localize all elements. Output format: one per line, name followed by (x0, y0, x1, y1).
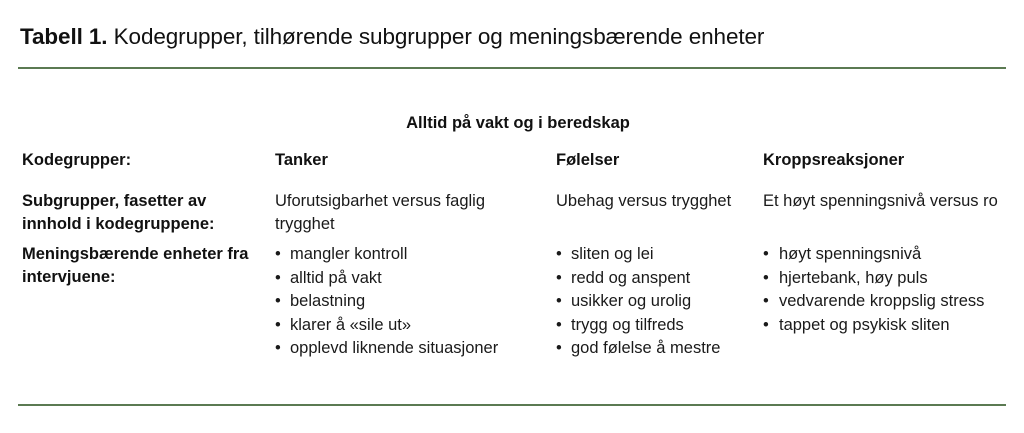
column-header-kroppsreaksjoner: Kroppsreaksjoner (763, 151, 905, 169)
units-folelser (556, 243, 756, 361)
list-item: • trygg og tilfreds (556, 314, 756, 337)
subgroup-folelser: Ubehag versus trygghet (556, 192, 732, 210)
list-item: • belastning (275, 290, 540, 313)
list-item: • alltid på vakt (275, 267, 540, 290)
subgroup-tanker: Uforutsigbarhet versus faglig trygghet (275, 192, 486, 233)
column-header-folelser: Følelser (556, 151, 620, 169)
list-item: • klarer å «sile ut» (275, 314, 540, 337)
list-item: • mangler kontroll (275, 243, 540, 266)
units-tanker (275, 243, 540, 361)
subgroup-kroppsreaksjoner: Et høyt spenningsnivå versus ro (763, 192, 998, 210)
list-item: • tappet og psykisk sliten (763, 314, 1003, 337)
row-label-meningsbaerende: Meningsbærende enheter fra intervjuene: (22, 245, 249, 286)
row-label-kodegrupper: Kodegrupper: (22, 151, 132, 169)
list-item: • vedvarende kroppslig stress (763, 290, 1003, 313)
list-item: • høyt spenningsnivå (763, 243, 1003, 266)
table-span-header: Alltid på vakt og i beredskap (406, 114, 630, 132)
list-item: • redd og anspent (556, 267, 756, 290)
unit-list-tanker (275, 243, 540, 360)
unit-list-folelser (556, 243, 756, 360)
list-item: • god følelse å mestre (556, 337, 756, 360)
list-item: • hjertebank, høy puls (763, 267, 1003, 290)
list-item: • opplevd liknende situasjoner (275, 337, 540, 360)
list-item: • sliten og lei (556, 243, 756, 266)
units-kroppsreaksjoner (763, 243, 1003, 337)
list-item: • usikker og urolig (556, 290, 756, 313)
row-label-subgrupper: Subgrupper, fasetter av innhold i kodegruppene: (22, 192, 215, 233)
column-header-tanker: Tanker (275, 151, 328, 169)
unit-list-kroppsreaksjoner (763, 243, 1003, 337)
table-caption-text: Kodegrupper, tilhørende subgrupper og meningsbærende enheter (107, 24, 765, 49)
table-caption-label: Tabell 1. (20, 24, 108, 49)
